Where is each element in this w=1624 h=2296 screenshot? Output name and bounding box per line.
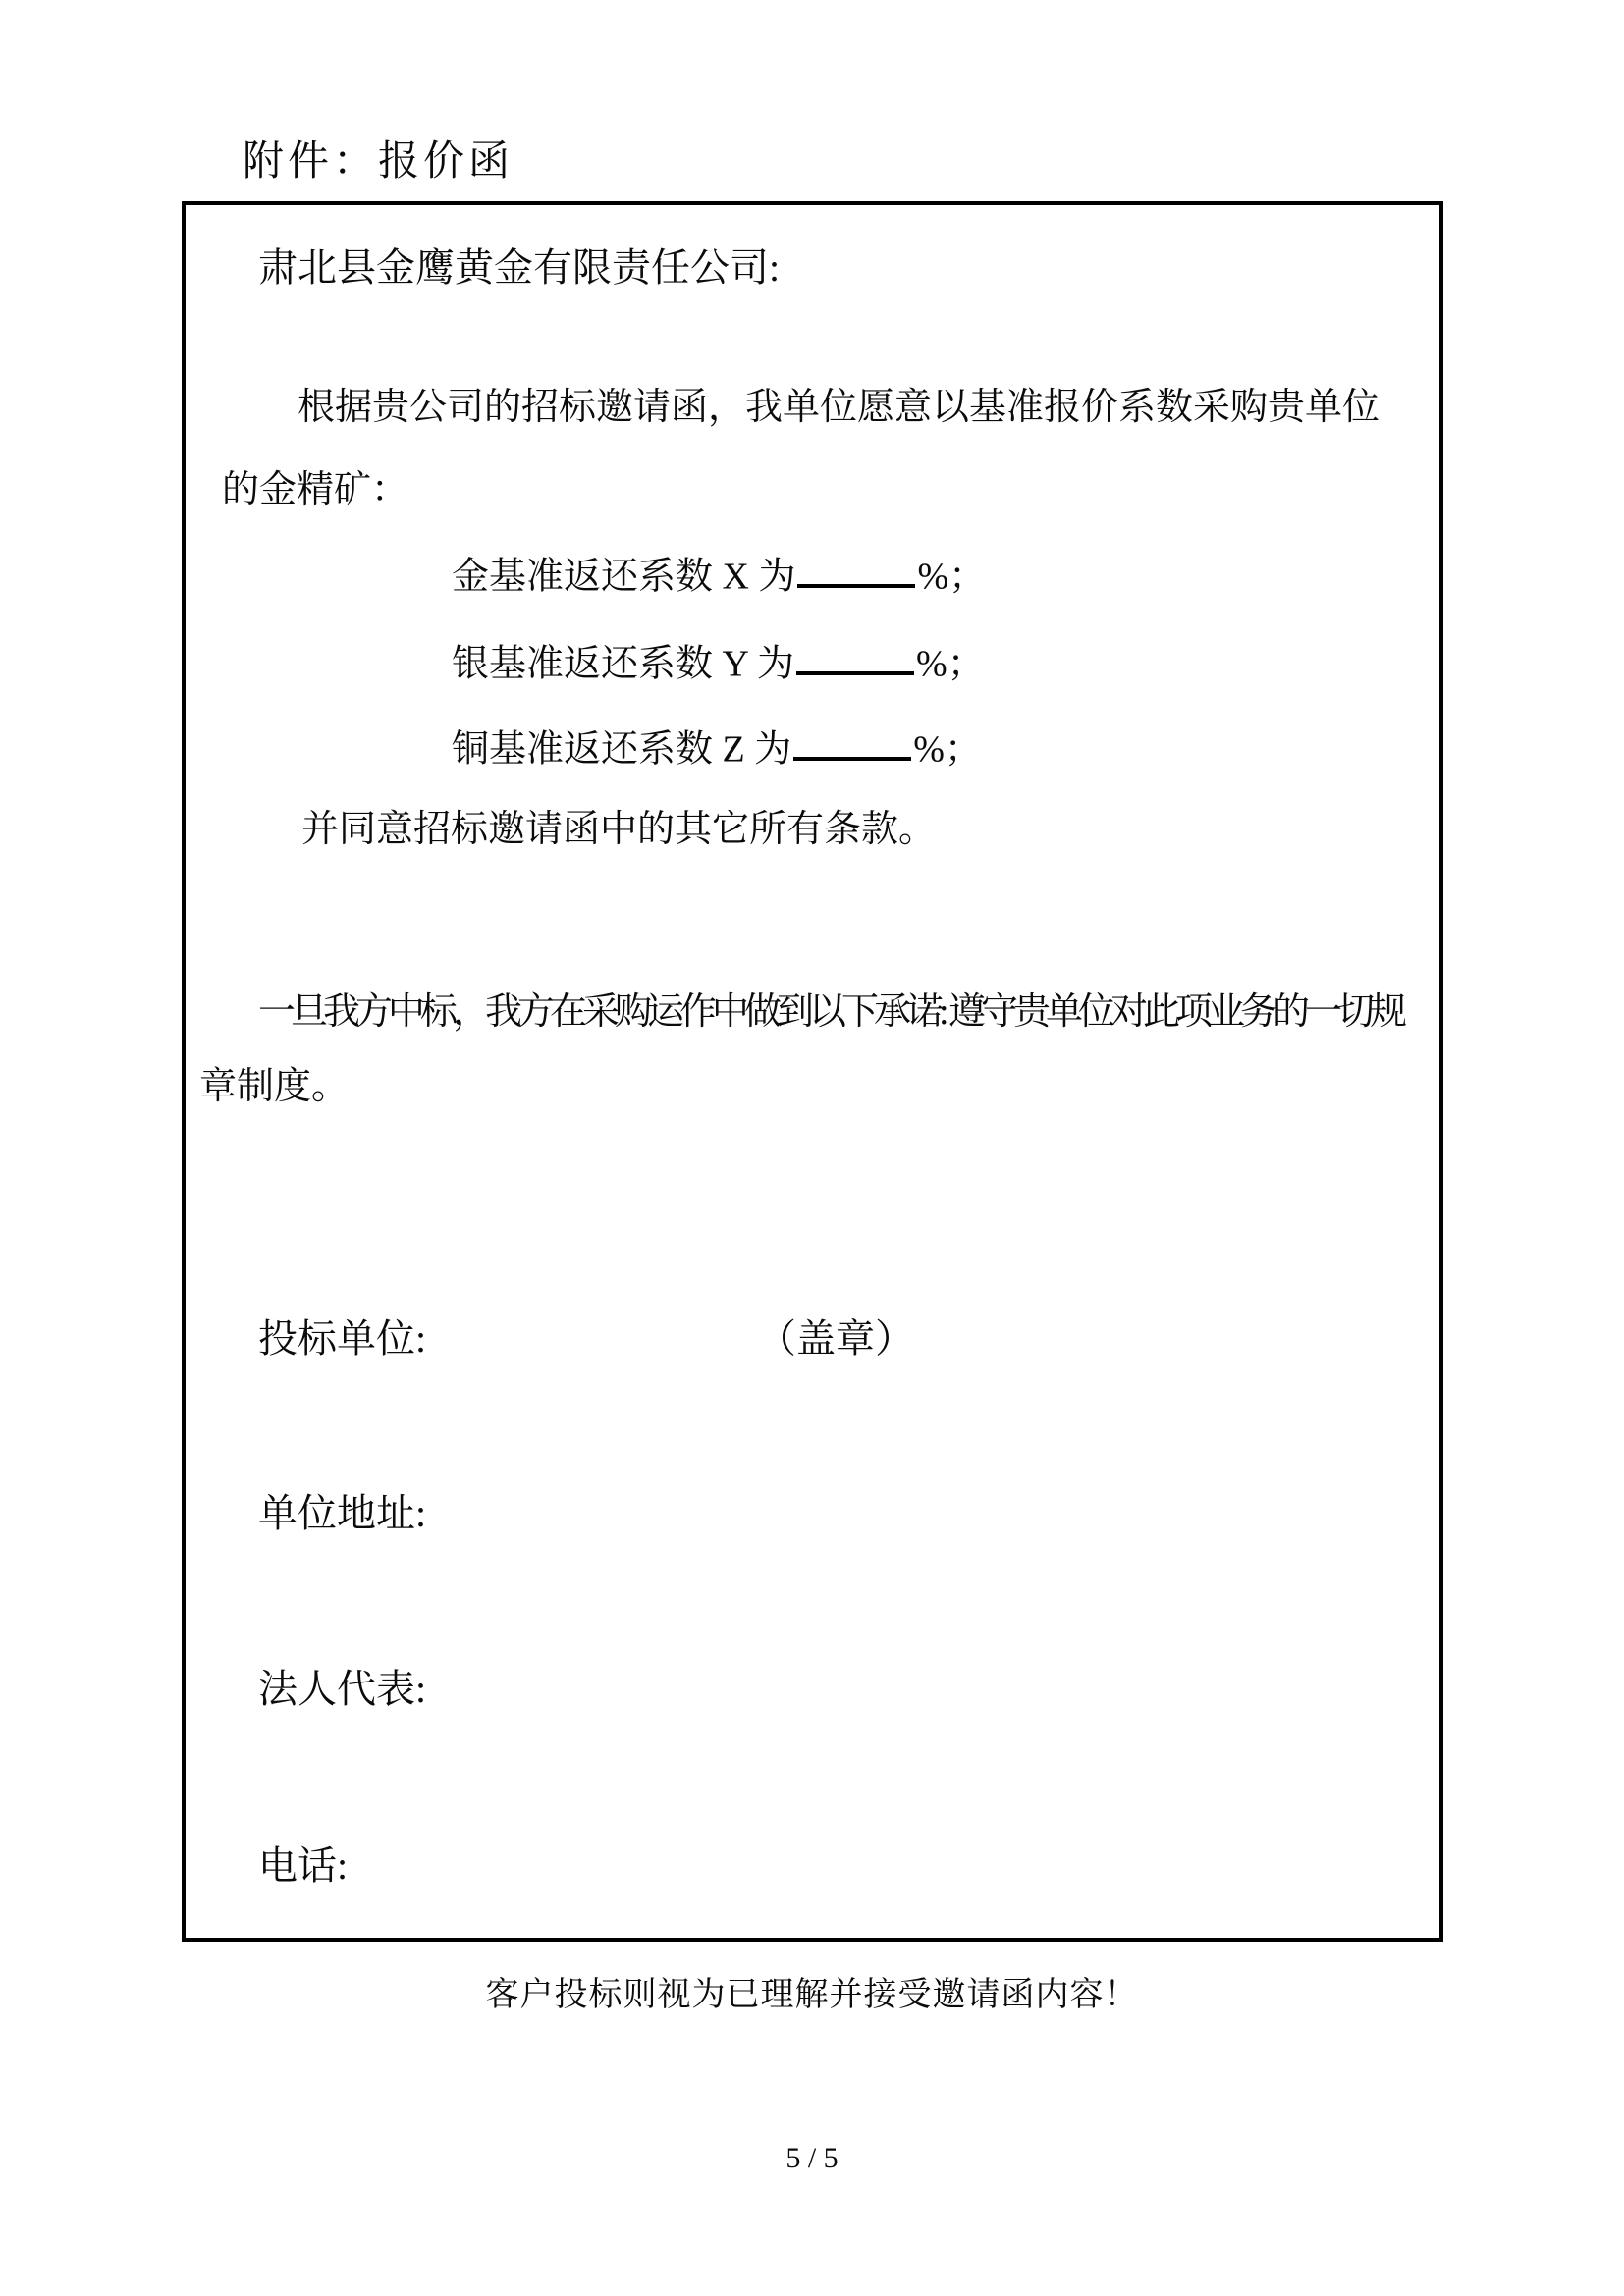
stamp-note: （盖章） — [757, 1316, 914, 1361]
legal-representative-field-label: 法人代表: — [258, 1667, 427, 1711]
coefficient-gold-suffix: %； — [917, 556, 987, 598]
coefficient-gold-blank-field — [797, 553, 915, 588]
coefficient-gold-label: 金基准返还系数 X 为 — [452, 556, 796, 598]
agreement-line: 并同意招标邀请函中的其它所有条款。 — [301, 809, 937, 850]
letter-border-box — [182, 201, 1443, 1942]
coefficient-line-gold — [452, 553, 986, 600]
intro-paragraph-line-1: 根据贵公司的招标邀请函，我单位愿意以基准报价系数采购贵单位 — [298, 387, 1380, 428]
coefficient-copper-blank-field — [793, 725, 911, 761]
intro-paragraph-line-2: 的金精矿： — [222, 469, 409, 510]
attachment-title: 附件：报价函 — [243, 139, 514, 185]
page-number: 5 / 5 — [785, 2142, 839, 2174]
commitment-line-1: 一旦我方中标，我方在采购运作中做到以下承诺: 遵守贵单位对此项业务的一切规 — [258, 991, 1403, 1033]
footer-note: 客户投标则视为已理解并接受邀请函内容！ — [485, 1977, 1139, 2013]
commitment-line-2: 章制度。 — [199, 1066, 350, 1107]
coefficient-line-silver — [452, 640, 985, 687]
phone-field-label: 电话: — [258, 1843, 349, 1888]
coefficient-silver-blank-field — [796, 640, 914, 675]
bidder-unit-field-label: 投标单位: — [258, 1316, 427, 1361]
recipient-line: 肃北县金鹰黄金有限责任公司: — [258, 245, 781, 290]
coefficient-silver-suffix: %； — [916, 643, 985, 685]
coefficient-copper-suffix: %； — [913, 728, 982, 771]
coefficient-silver-label: 银基准返还系数 Y 为 — [452, 643, 795, 685]
coefficient-copper-label: 铜基准返还系数 Z 为 — [452, 728, 792, 771]
coefficient-line-copper — [452, 725, 982, 773]
unit-address-field-label: 单位地址: — [258, 1491, 427, 1535]
